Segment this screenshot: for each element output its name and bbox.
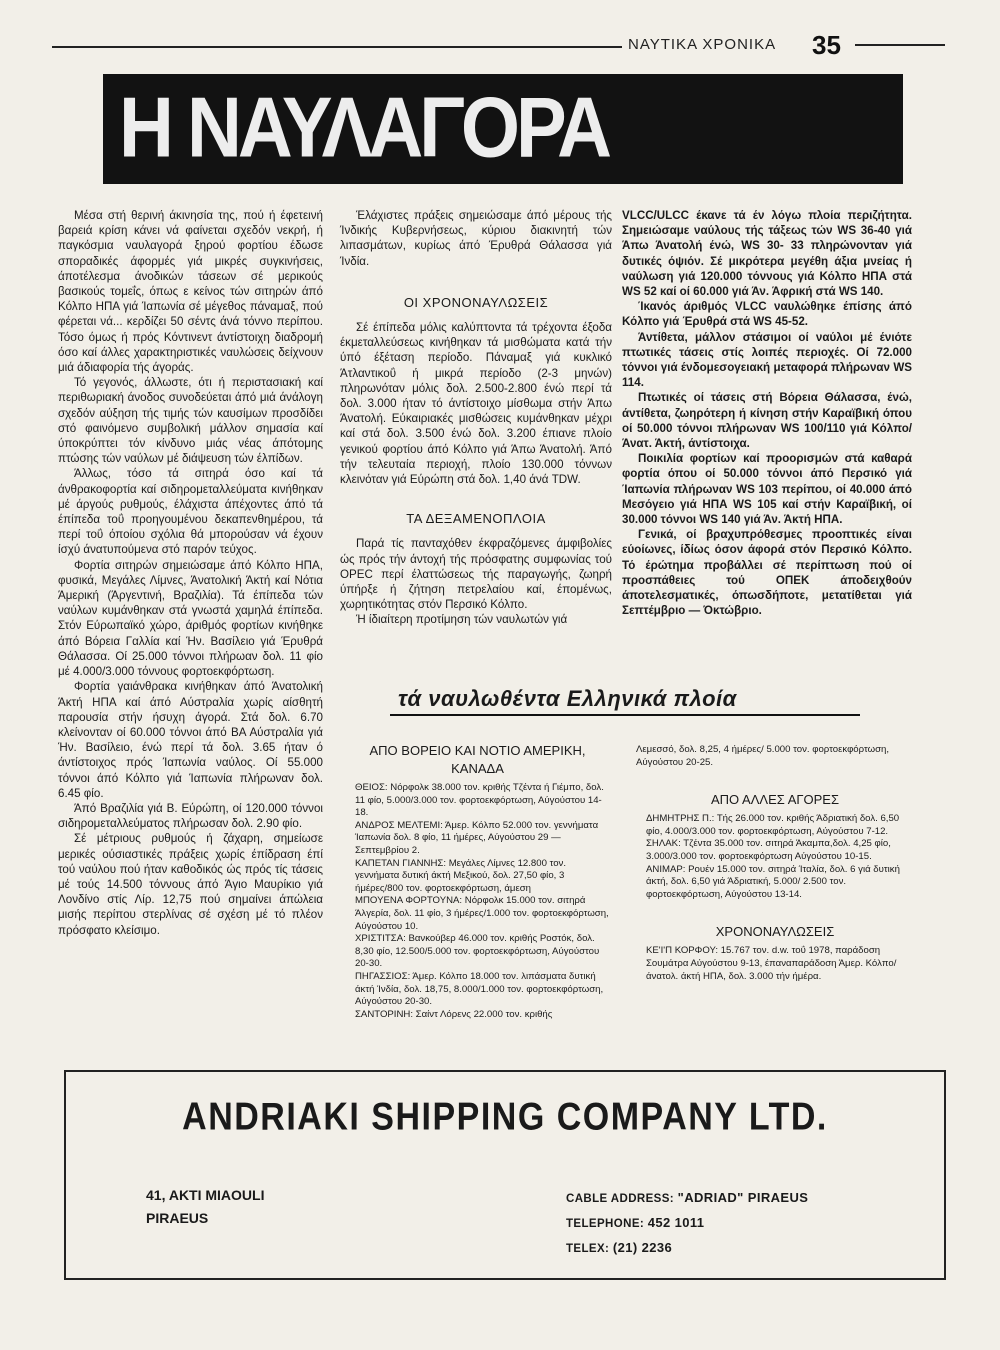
fixture-details: Ρουέν 15.000 τον. σιτηρά Ίταλία, δολ. 6 γιά δυτική άκτή, δολ. 6,50 γιά Άδριατική, 5.000/ 2.500 τον. φορτοεκφόρτωση, Αύγούστου 13-14. <box>646 863 900 900</box>
america-list <box>345 782 610 1021</box>
section-heading-time-charters: ΟΙ ΧΡΟΝΟΝΑΥΛΩΣΕΙΣ <box>403 294 549 310</box>
fixture-entry: ΣΑΝΤΟΡΙΝΗ: Σαίντ Λόρενς 22.000 τον. κριθής <box>355 1008 553 1020</box>
other-list <box>636 813 914 901</box>
america-heading: ΑΠΟ ΒΟΡΕΙΟ ΚΑΙ ΝΟΤΙΟ ΑΜΕΡΙΚΗ, ΚΑΝΑΔΑ <box>369 743 586 776</box>
paragraph: Τό γεγονός, άλλωστε, ότι ή περιστασιακή καί περιθωριακή άνοδος συνοδεύεται άπό μιά άνάλογη σχεδόν αύξηση τής τιμής τών καυσίμων προσδίδει στό φαινόμενο συμβολική μάλλον σημασία καί ύποκρύπτει τόν κίνδυνο μιάς νέας άπότομης πτώσης τών ναύλων μέ διάψευση τών έλπίδων. <box>58 376 323 466</box>
charter-list <box>636 945 914 983</box>
company-contacts <box>566 1186 808 1261</box>
ship-name: ΣΗΛΑΚ <box>646 838 679 850</box>
paragraph: Ή ίδιαίτερη προτίμηση τών ναυλωτών γιά <box>356 613 568 627</box>
title-banner <box>103 74 903 184</box>
fixture-details: Άμερ. Κόλπο 18.000 τον. λιπάσματα δυτική άκτή Ίνδία, δολ. 18,75, 8.000/1.000 τον. φορτοεκφόρτωση, Αύγούστου 20-30. <box>355 970 604 1008</box>
ship-name: ΜΠΟΥΕΝΑ ΦΟΡΤΟΥΝΑ <box>355 895 460 907</box>
charter-heading: ΧΡΟΝΟΝΑΥΛΩΣΕΙΣ <box>715 924 835 940</box>
paragraph: Σέ μέτριους ρυθμούς ή ζάχαρη, σημείωσε μερικές ούσιαστικές πράξεις χωρίς έπίδραση έπί τού ναύλου πού ήταν καθοδικός ώς πρός τίς τάσεις μέ τούς 14.500 τόννους άπό Άγιο Μαυρίκιο γιά Λονδίνο στίς Λίρ. 12,75 πού σημαίνει άπώλεια μισής περίπου στερλίνας σέ σχέση μέ τό πλέον πρόσφατο κλείσιμο. <box>58 832 323 937</box>
paragraph: Πτωτικές οί τάσεις στή Βόρεια Θάλασσα, ένώ, άντίθετα, ζωηρότερη ή κίνηση στήν Καραϊβική όπου οί 50.000 τόννοι πλήρωναν WS 100/110 γιά Κόλπο/Άνατ. Άκτή, άντίστοιχα. <box>622 391 912 451</box>
fixture-entry: ΔΗΜΗΤΡΗΣ Π.: Τής 26.000 τον. κριθής Άδριατική δολ. 6,50 φίο, 4.000/3.000 τον. φορτοεκφόρτωση, Αύγούστου 7-12. <box>646 813 900 837</box>
header-rule-left <box>52 46 622 48</box>
fixture-entry: ΚΑΠΕΤΑΝ ΓΙΑΝΝΗΣ: Μεγάλες Λίμνες 12.800 τον. γεννήματα δυτική άκτή Μεξικού, δολ. 27,50 φίο, 3 ήμέρες/800 τον. φορτοεκφόρτωση, άμεση <box>355 857 567 894</box>
ship-name: ΘΕΙΟΣ <box>355 782 385 793</box>
ship-name: ΑΝΔΡΟΣ ΜΕΛΤΕΜΙ <box>355 819 441 831</box>
ship-name: ΧΡΙΣΤΙΤΣΑ <box>355 933 404 945</box>
article-column-1 <box>58 208 323 938</box>
telex-label: TELEX: <box>566 1243 610 1255</box>
fixtures-title-underline <box>390 714 860 716</box>
fixture-details: Τζέντα 35.000 τον. σιτηρά Άκαμπα,δολ. 4,25 φίο, 3.000/3.000 τον. φορτοεκφόρτωση Αύγούστου 10-15. <box>646 838 891 862</box>
list-item-continued: Λεμεσσό, δολ. 8,25, 4 ήμέρες/ 5.000 τον. φορτοεκφόρτωση, Αύγούστου 20-25. <box>636 744 890 768</box>
paragraph: Σέ έπίπεδα μόλις καλύπτοντα τά τρέχοντα έξοδα έκμεταλλεύσεως κινήθηκαν τά μισθώματα κατά τήν ύπό έξέταση περίοδο. Πάναμαξ γιά κυκλικό Άτλαντικοΰ ή μικρά περίοδο (2-3 μηνών) πληρωνόταν μόλις δολ. 2.500-2.800 ένώ περί τά δολ. 3.000 ήταν τό άντίστοιχο μίσθωμα στήν Άπω Άνατολή. Εύκαιριακές μισθώσεις κυμάνθηκαν μέχρι καί στά δολ. 3.500 ένώ δολ. 3.200 έπιανε πλοίο γενικού φορτίου άπό Κόλπο γιά Άπω Άνατολή. Άπό τήν τελευταία περιοχή, πλοίο 130.000 τόννων κλεινόταν γιά Εύρώπη στά δολ. 1,40 άνά TDW. <box>340 321 612 487</box>
paragraph: Άλλως, τόσο τά σιτηρά όσο καί τά άνθρακοφορτία καί σιδηρομεταλλεύματα κινήθηκαν μέ άργούς ρυθμούς, έλάχιστα άπέχοντες άπό τά έπίπεδα τοΰ προηγουμένου δεκαπενθημέρου, τά περί τοΰ όποίου σχόλια θά μπορούσαν νά έχουν ίσχύ άνατυπούμενα στό παρόν τεύχος. <box>58 467 323 557</box>
fixture-entry: ΑΝΙΜΑΡ: Ρουέν 15.000 τον. σιτηρά Ίταλία, δολ. 6 γιά δυτική άκτή, δολ. 6,50 γιά Άδριατική, 5.000/ 2.500 τον. φορτοεκφόρτωση, Αύγούστου 13-14. <box>646 863 900 900</box>
publication-name: ΝΑΥΤΙΚΑ ΧΡΟΝΙΚΑ <box>628 36 777 53</box>
ship-name: ΔΗΜΗΤΡΗΣ Π. <box>646 813 712 825</box>
fixture-entry: ΧΡΙΣΤΙΤΣΑ: Βανκούβερ 46.000 τον. κριθής Ροστόκ, δολ. 8,30 φίο, 12.500/5.000 τον. φορτοεκφόρτωση, Αύγούστου 20-30. <box>355 933 600 970</box>
section-heading-tankers: ΤΑ ΔΕΞΑΜΕΝΟΠΛΟΙΑ <box>406 511 546 527</box>
page-title: Η ΝΑΥΛΑΓΟΡΑ <box>119 80 608 176</box>
telephone-value: 452 1011 <box>647 1215 705 1230</box>
telex-value: (21) 2236 <box>612 1240 673 1255</box>
paragraph: Φορτία σιτηρών σημειώσαμε άπό Κόλπο ΗΠΑ, φυσικά, Μεγάλες Λίμνες, Άνατολική Άκτή καί Νότια Άμερική (Άργεντινή, Βραζιλία). Τά έπίπεδα τών ναύλων κυμάνθηκαν στά γνωστά χαμηλά έπίπεδα. Στόν Εύρωπαϊκό χώρο, άριθμός φορτίων κινήθηκε άπό Βόρεια Γαλλία καί Ήν. Βασίλειο γιά Έρυθρά Θάλασσα. Οί 25.000 τόννοι πλήρωαν δολ. 11 φίο μέ 4.000/3.000 τόννους φορτοεκφόρτωση. <box>58 558 323 679</box>
fixture-details: 15.767 τον. d.w. τοΰ 1978, παράδοση Σουμάτρα Αύγούστου 9-13, έπαναπαράδοση Άμερ. Κόλπο/άνατολ. άκτή ΗΠΑ, δολ. 3.000 τήν ήμέρα. <box>646 945 897 982</box>
fixture-entry: ΑΝΔΡΟΣ ΜΕΛΤΕΜΙ: Άμερ. Κόλπο 52.000 τον. γεννήματα Ίαπωνία δολ. 8 φίο, 11 ήμέρες, Αύγούστου 29 — Σεπτεμβρίου 2. <box>355 819 599 856</box>
ship-name: ΠΗΓΑΣΣΙΟΣ <box>355 970 408 982</box>
paragraph: Ίκανός άριθμός VLCC ναυλώθηκε έπίσης άπό Κόλπο γιά Έρυθρά στά WS 45-52. <box>622 300 912 329</box>
paragraph: Άντίθετα, μάλλον στάσιμοι οί ναύλοι μέ ένιότε πτωτικές τάσεις στίς λοιπές περιοχές. Οί 72.000 τόννοι γιά ένδομεσογειακή μεταφορά πλήρωναν WS 114. <box>622 330 912 390</box>
paragraph: Φορτία γαιάνθρακα κινήθηκαν άπό Άνατολική Άκτή ΗΠΑ καί άπό Αύστραλία χωρίς αίσθητή παρουσία στήν ήσυχη άγορά. Στά δολ. 6.70 κλείνονταν οί 60.000 τόννοι άπό ΒΑ Αύστραλία γιά Ήν. Βασίλειο, ένώ περί τά δολ. 3.65 ήταν ό άντίστοιχος πρός Ίαπωνία ναύλος. Οί 55.000 τόννοι άπό Κόλπο γιά Ίαπωνία πλήρωναν δολ. 6.45 φίο. <box>58 680 323 800</box>
fixture-entry: ΘΕΙΟΣ: Νόρφολκ 38.000 τον. κριθής Τζέντα ή Γιέμπο, δολ. 11 φίο, 5.000/3.000 τον. φορτοεκφόρτωση, Αύγούστου 14-18. <box>355 782 604 819</box>
fixtures-column-2 <box>636 744 914 983</box>
other-markets-heading: ΑΠΟ ΑΛΛΕΣ ΑΓΟΡΕΣ <box>710 792 840 808</box>
advertisement-box <box>64 1070 946 1280</box>
fixture-details: Άμερ. Κόλπο 52.000 τον. γεννήματα Ίαπωνία δολ. 8 φίο, 11 ήμέρες, Αύγούστου 29 — Σεπτεμβρίου 2. <box>355 819 599 856</box>
fixture-details: Βανκούβερ 46.000 τον. κριθής Ροστόκ, δολ. 8,30 φίο, 12.500/5.000 τον. φορτοεκφόρτωση, Αύγούστου 20-30. <box>355 933 600 970</box>
paragraph: Άπό Βραζιλία γιά Β. Εύρώπη, οί 120.000 τόννοι σιδηρομεταλλεύματος πλήρωσαν δολ. 2.90 φίο. <box>58 801 323 831</box>
article-column-3 <box>622 208 912 618</box>
cable-value: "ADRIAD" PIRAEUS <box>677 1190 809 1205</box>
fixture-entry: ΚΕ'Ι'Π ΚΟΡΦΟΥ: 15.767 τον. d.w. τοΰ 1978, παράδοση Σουμάτρα Αύγούστου 9-13, έπαναπαράδοση Άμερ. Κόλπο/άνατολ. άκτή ΗΠΑ, δολ. 3.000 τήν ήμέρα. <box>646 945 897 982</box>
fixture-entry: ΣΗΛΑΚ: Τζέντα 35.000 τον. σιτηρά Άκαμπα,δολ. 4,25 φίο, 3.000/3.000 τον. φορτοεκφόρτωση Αύγούστου 10-15. <box>646 838 891 862</box>
fixtures-section-title: τά ναυλωθέντα Ελληνικά πλοία <box>398 686 737 711</box>
address-city: PIRAEUS <box>146 1210 209 1226</box>
fixture-details: Σαίντ Λόρενς 22.000 τον. κριθής <box>415 1008 553 1020</box>
ship-name: ΚΑΠΕΤΑΝ ΓΙΑΝΝΗΣ <box>355 857 444 869</box>
fixtures-column-1 <box>345 742 610 1021</box>
ship-name: ΣΑΝΤΟΡΙΝΗ <box>355 1008 411 1020</box>
paragraph: Μέσα στή θερινή άκινησία της, πού ή έφετεινή βαρειά κρίση κάνει νά φαίνεται σχεδόν νεκρή, ή παγκόσμια ναυλαγορά ξηρού φορτίου έδωσε σποραδικές άφορμές γιά μικρές συγκινήσεις, άποτέλεσμα άνοδικών τάσεων σέ μερικούς βασικούς τομεΐς, όπως ε κείνος τών σιτηρών άπό Κόλπο ΗΠΑ γιά Ίαπωνία σέ μέγεθος πάναμαξ, πού φέρεται νά... κερδίζει 50 σέντς άνά τόννο περίπου. Τόσο όμως ή πρός Κόντινεντ άντίστοιχη διαδρομή όσο καί άλλες χαρακτηριστικές ναυλώσεις δείχνουν μιά άδιαφορία τής άγοράς. <box>58 209 323 375</box>
paragraph: Ποικιλία φορτίων καί προορισμών στά καθαρά φορτία όπου οί 50.000 τόννοι άπό Περσικό γιά Ίαπωνία πλήρωναν WS 103 περίπου, οί 40.000 άπό Μεσόγειο γιά ΗΠΑ WS 105 καί στήν Καραϊβική, οί 30.000 τόννοι WS 140 γιά Άν. Άκτή ΗΠΑ. <box>622 452 912 527</box>
telephone-label: TELEPHONE: <box>566 1218 645 1230</box>
ship-name: ΚΕ'Ι'Π ΚΟΡΦΟΥ <box>646 945 716 957</box>
fixture-entry: ΜΠΟΥΕΝΑ ΦΟΡΤΟΥΝΑ: Νόρφολκ 15.000 τον. σιτηρά Άλγερία, δολ. 11 φίο, 3 ήμέρες/1.000 τον. φορτοεκφόρτωση, Αύγούστου 10. <box>355 895 609 932</box>
fixture-details: Μεγάλες Λίμνες 12.800 τον. γεννήματα δυτική άκτή Μεξικού, δολ. 27,50 φίο, 3 ήμέρες/800 τον. φορτοεκφόρτωση, άμεση <box>355 857 567 894</box>
fixture-entry: ΠΗΓΑΣΣΙΟΣ: Άμερ. Κόλπο 18.000 τον. λιπάσματα δυτική άκτή Ίνδία, δολ. 18,75, 8.000/1.000 τον. φορτοεκφόρτωση, Αύγούστου 20-30. <box>355 970 604 1008</box>
ship-name: ΑΝΙΜΑΡ <box>646 863 683 875</box>
paragraph: VLCC/ULCC έκανε τά έν λόγω πλοία περιζήτητα. Σημειώσαμε ναύλους τής τάξεως τών WS 36-40 γιά Άπω Άνατολή ένώ, WS 30- 33 πληρώνονταν γιά δυτικές όψιόν. Σέ μικρότερα μεγέθη άξια μνείας ή ναύλωση γιά 120.000 τόννους γιά Κόλπο ΗΠΑ στά WS 52 καί οί 60.000 γιά Άν. Άφρική στά WS 140. <box>622 209 912 299</box>
cable-label: CABLE ADDRESS: <box>566 1193 675 1205</box>
paragraph: Έλάχιστες πράξεις σημειώσαμε άπό μέρους τής Ίνδικής Κυβερνήσεως, κύριου διακινητή τών λιπασμάτων, κυρίως άπό Έρυθρά Θάλασσα γιά Ίνδία. <box>340 209 612 268</box>
page-number: 35 <box>812 30 841 60</box>
company-name: ANDRIAKI SHIPPING COMPANY LTD. <box>182 1095 828 1139</box>
fixture-details: Νόρφολκ 38.000 τον. κριθής Τζέντα ή Γιέμπο, δολ. 11 φίο, 5.000/3.000 τον. φορτοεκφόρτωση, Αύγούστου 14-18. <box>355 782 604 819</box>
fixture-details: Νόρφολκ 15.000 τον. σιτηρά Άλγερία, δολ. 11 φίο, 3 ήμέρες/1.000 τον. φορτοεκφόρτωση, Αύγούστου 10. <box>355 895 609 932</box>
paragraph: Γενικά, οί βραχυπρόθεσμες προοπτικές είναι εύοίωνες, ίδίως όσον άφορά στόν Περσικό Κόλπο. Τό έρώτημα προβάλλει σέ περίπτωση πού οί προσπάθειες τού ΟΠΕΚ άποδειχθούν άποτελεσματικές, όπωσδήποτε, μετατίθεται γιά Σεπτέμβριο — Όκτώβριο. <box>622 528 912 618</box>
paragraph: Παρά τίς πανταχόθεν έκφραζόμενες άμφιβολίες ώς πρός τήν άντοχή τής πρόσφατης συμφωνίας τού OPEC περί έλαττώσεως τής παραγωγής, ζωηρή ύπήρξε ή ζήτηση πετρελαίου καί, έπομένως, χωρητικότητας στόν Περσικό Κόλπο. <box>340 537 612 612</box>
address-line: 41, AKTI MIAOULI <box>146 1187 265 1203</box>
article-column-2 <box>340 208 612 628</box>
header-rule-right <box>855 44 945 46</box>
company-address <box>146 1184 265 1230</box>
fixture-details: Τής 26.000 τον. κριθής Άδριατική δολ. 6,50 φίο, 4.000/3.000 τον. φορτοεκφόρτωση, Αύγούστου 7-12. <box>646 813 900 837</box>
